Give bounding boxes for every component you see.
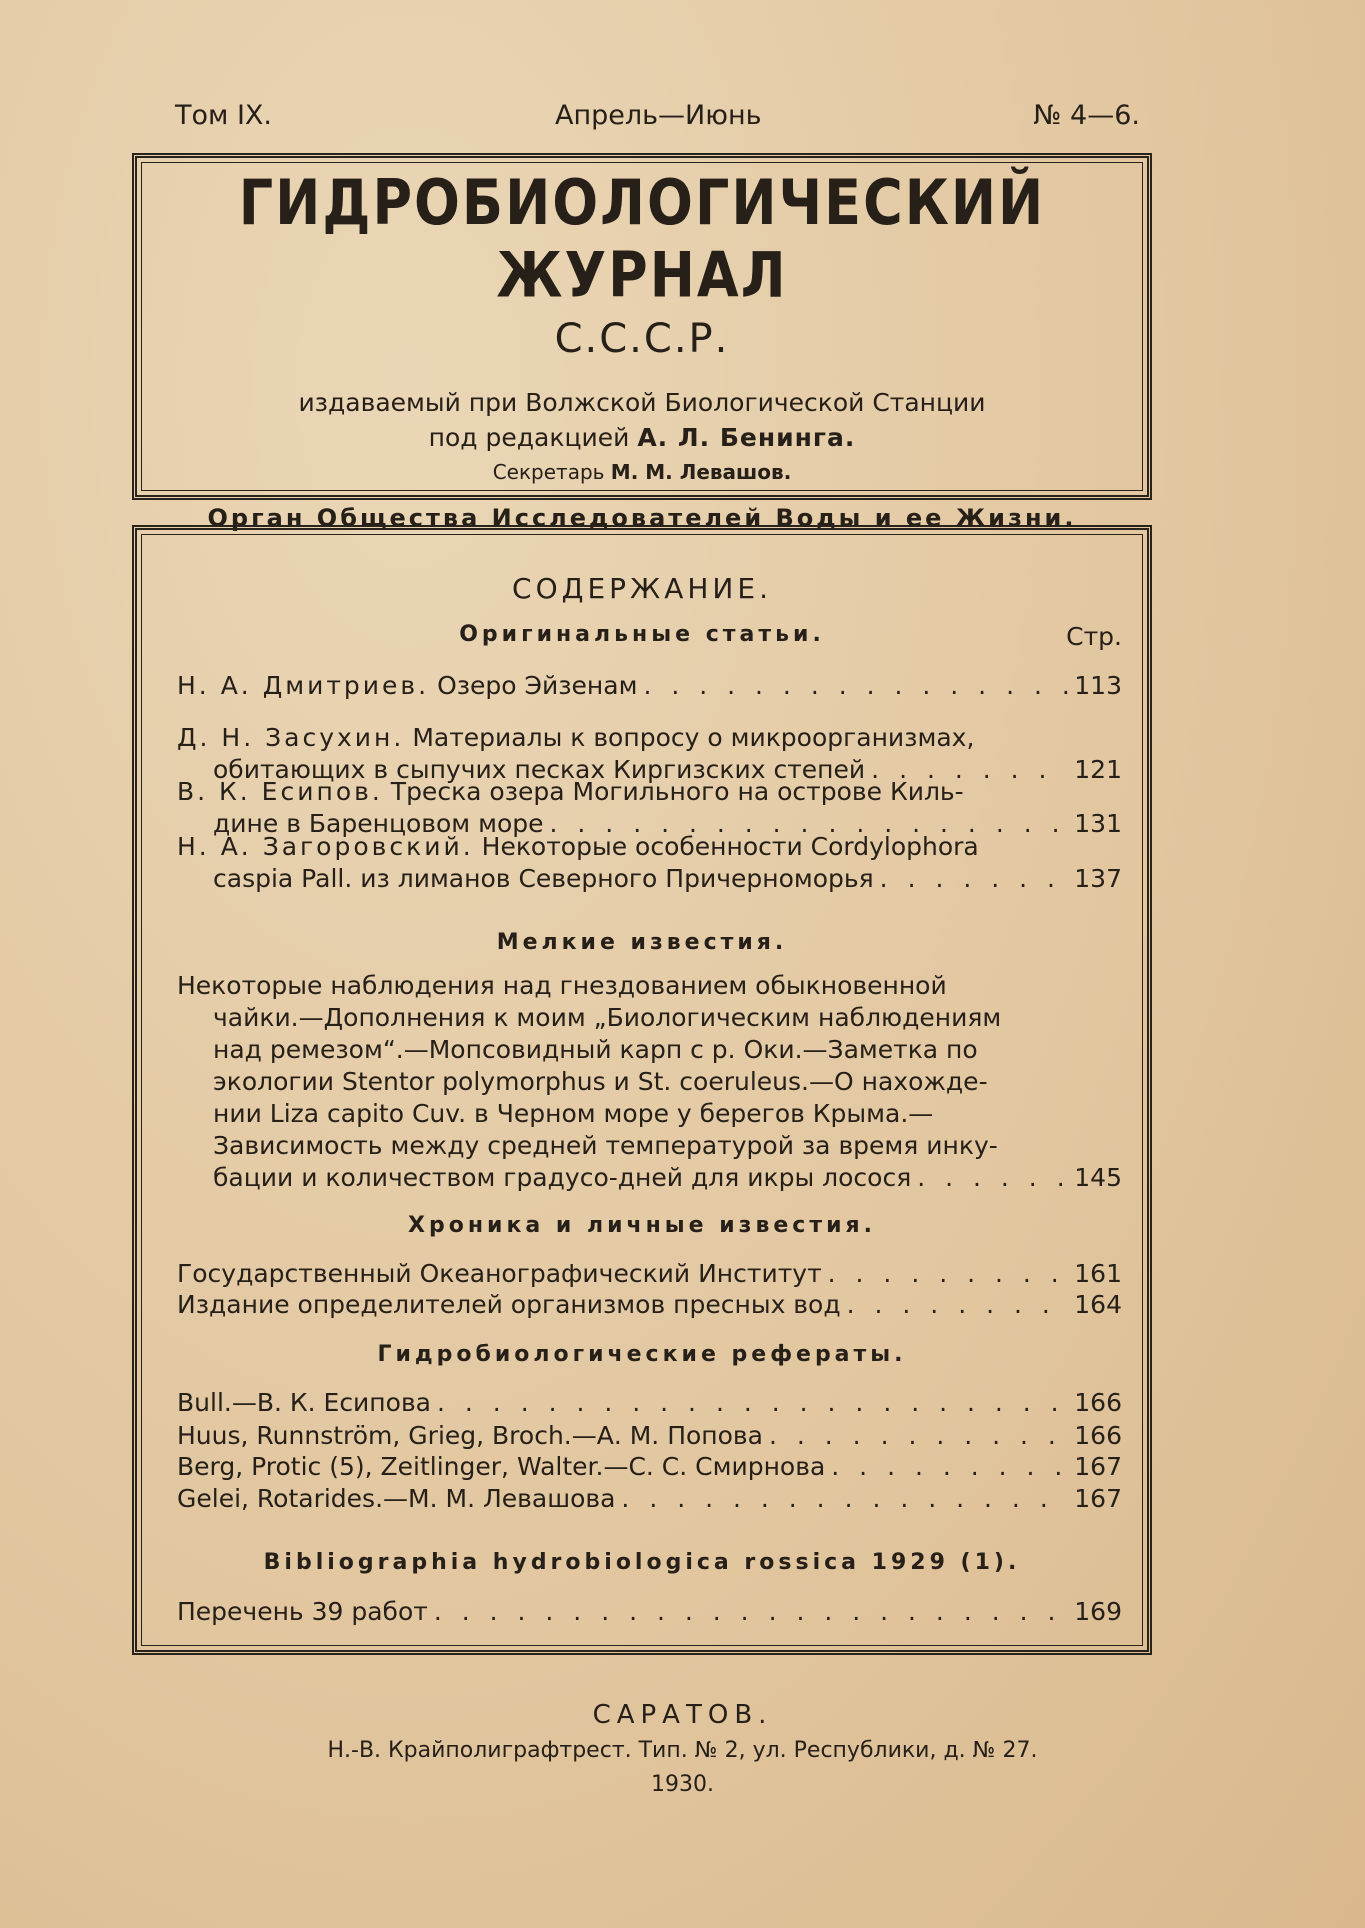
entry-text: чайки.—Дополнения к моим „Биологическим наблюдениям [213,1003,1002,1032]
toc-entry [177,1483,1122,1515]
entry-page-number: 166 [1074,1388,1122,1417]
entry-page-number: 167 [1074,1484,1122,1513]
dot-leader [434,1596,1068,1628]
toc-entry [177,722,1122,786]
entry-text: Gelei, Rotarides.—М. М. Левашова [177,1484,616,1513]
secretary-name: М. М. Левашов. [610,460,792,484]
entry-text: Некоторые особенности Cordylophora [481,832,979,861]
section-heading: Гидробиологические рефераты. [377,1342,907,1367]
toc-entry [177,1387,1122,1419]
dot-leader [917,1162,1068,1194]
toc-entry [177,776,1122,840]
entry-text: Издание определителей организмов пресных вод [177,1290,841,1319]
dot-leader [621,1483,1068,1515]
section-heading: Оригинальные статьи. [459,622,825,647]
section-heading: Bibliographia hydrobiologica rossica 1929 (1). [263,1550,1021,1575]
entry-page-number: 113 [1074,671,1122,700]
editor-name: А. Л. Бенинга. [637,423,856,452]
editor-prefix: под редакцией [428,423,630,452]
entry-author: Н. А. Загоровский. [177,832,474,861]
table-of-contents [132,525,1152,1655]
toc-entry [177,831,1122,895]
entry-text: Зависимость между средней температурой за время инку- [213,1131,998,1160]
imprint-printer: Н.-В. Крайполиграфтрест. Тип. № 2, ул. Республики, д. № 27. [327,1738,1038,1763]
issue-number: № 4—6. [1033,100,1140,131]
toc-entry [177,1596,1122,1628]
entry-text: Huus, Runnström, Grieg, Broch.—А. М. Попова [177,1421,763,1450]
entry-text: Некоторые наблюдения над гнездованием обыкновенной [177,971,947,1000]
toc-entry [177,670,1122,702]
entry-page-number: 121 [1074,755,1122,784]
entry-text: Перечень 39 работ [177,1597,428,1626]
entry-page-number: 169 [1074,1597,1122,1626]
entry-author: Н. А. Дмитриев. [177,671,430,700]
entry-text: бации и количеством градусо-дней для икры лосося [213,1163,912,1192]
entry-text: Треска озера Могильного на острове Киль- [390,777,964,806]
entry-text: caspia Pall. из лиманов Северного Причерноморья [213,864,874,893]
issue-period: Апрель—Июнь [555,100,762,131]
dot-leader [828,1258,1069,1290]
entry-text: дине в Баренцовом море [213,809,544,838]
section-heading: Мелкие известия. [496,930,788,955]
dot-leader [643,670,1068,702]
entry-text: над ремезом“.—Мопсовидный карп с р. Оки.—Заметка по [213,1035,978,1064]
dot-leader [847,1289,1069,1321]
toc-entry [177,1420,1122,1452]
masthead [175,100,1140,136]
entry-page-number: 131 [1074,809,1122,838]
toc-entry [177,1451,1122,1483]
entry-text: Озеро Эйзенам [437,671,638,700]
volume-number: Том IX. [175,100,273,131]
entry-page-number: 164 [1074,1290,1122,1319]
country-label: С.С.С.Р. [554,316,730,362]
secretary-prefix: Секретарь [492,460,605,484]
title-frame [132,153,1152,532]
toc-entry [177,1289,1122,1321]
journal-title: ГИДРОБИОЛОГИЧЕСКИЙ ЖУРНАЛ [238,166,1046,312]
entry-page-number: 145 [1074,1163,1122,1192]
secretary-line [137,460,1147,484]
entry-author: Д. Н. Засухин. [177,723,405,752]
toc-entry [177,970,1122,1194]
dot-leader [831,1451,1068,1483]
entry-text: обитающих в сыпучих песках Киргизских степей [213,755,866,784]
entry-text: Материалы к вопросу о микроорганизмах, [412,723,975,752]
page-column-label: Стр. [1066,622,1122,651]
dot-leader [871,754,1068,786]
toc-entry [177,1258,1122,1290]
editor-line [137,423,1147,452]
entry-text: нии Liza capito Cuv. в Черном море у берегов Крыма.— [213,1099,934,1128]
dot-leader [437,1387,1068,1419]
entry-page-number: 137 [1074,864,1122,893]
organ-line: Орган Общества Исследователей Воды и ее Жизни. [207,504,1077,532]
entry-text: экологии Stentor polymorphus и St. coeruleus.—О нахожде- [213,1067,988,1096]
publisher-line: издаваемый при Волжской Биологической Станции [298,388,986,417]
dot-leader [769,1420,1068,1452]
entry-text: Bull.—В. К. Есипова [177,1388,432,1417]
imprint-city: САРАТОВ. [592,1700,773,1730]
imprint-year: 1930. [651,1772,714,1797]
dot-leader [880,863,1069,895]
entry-page-number: 167 [1074,1452,1122,1481]
entry-text: Berg, Protic (5), Zeitlinger, Walter.—С. С. Смирнова [177,1452,826,1481]
section-heading: Хроника и личные известия. [408,1213,876,1238]
contents-title: СОДЕРЖАНИЕ. [512,572,772,605]
entry-author: В. К. Есипов. [177,777,383,806]
entry-page-number: 166 [1074,1421,1122,1450]
entry-page-number: 161 [1074,1259,1122,1288]
entry-text: Государственный Океанографический Институт [177,1259,822,1288]
dot-leader [550,808,1069,840]
